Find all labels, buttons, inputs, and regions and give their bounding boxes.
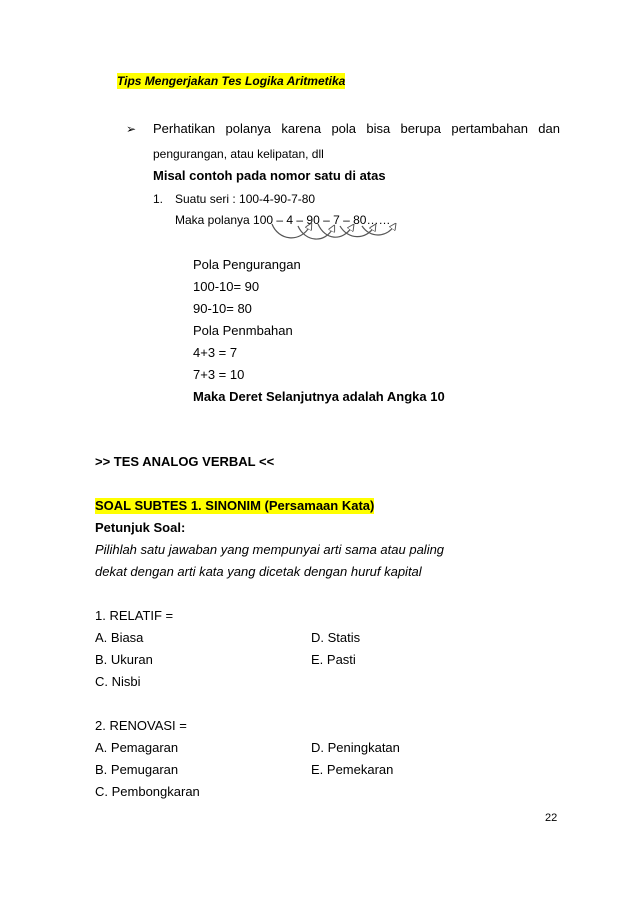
subtest-title: SOAL SUBTES 1. SINONIM (Persamaan Kata): [95, 498, 375, 513]
example-heading: Misal contoh pada nomor satu di atas: [153, 168, 386, 183]
question-option: B. Pemugaran: [95, 762, 179, 777]
bullet-line-2: pengurangan, atau kelipatan, dll: [153, 147, 324, 161]
pattern-text-line: 4+3 = 7: [193, 345, 238, 360]
pattern-text-line: 7+3 = 10: [193, 367, 245, 382]
pattern-text-line: 100-10= 90: [193, 279, 260, 294]
bullet-word: karena: [281, 121, 322, 136]
question-option: A. Biasa: [95, 630, 144, 645]
section-title: >> TES ANALOG VERBAL <<: [95, 454, 275, 469]
pattern-text-line: 90-10= 80: [193, 301, 252, 316]
bullet-word: pola: [331, 121, 357, 136]
instruction-line-1: Pilihlah satu jawaban yang mempunyai arti sama atau paling: [95, 542, 445, 557]
bullet-word: Perhatikan: [153, 121, 216, 136]
question-stem: 2. RENOVASI =: [95, 718, 187, 733]
pattern-line: Maka polanya 100 – 4 – 90 – 7 – 80……: [175, 213, 391, 227]
question-option: C. Pembongkaran: [95, 784, 200, 799]
item-text: Suatu seri : 100-4-90-7-80: [175, 192, 316, 206]
bullet-word: pertambahan: [451, 121, 528, 136]
question-option: D. Peningkatan: [311, 740, 400, 755]
item-number: 1.: [153, 192, 164, 206]
bullet-word: bisa: [366, 121, 391, 136]
question-option: E. Pemekaran: [311, 762, 394, 777]
bullet-word: dan: [538, 121, 560, 136]
bullet-word: polanya: [225, 121, 272, 136]
arrow-bullet-icon: ➢: [126, 122, 137, 136]
question-option: C. Nisbi: [95, 674, 141, 689]
question-stem: 1. RELATIF =: [95, 608, 174, 623]
question-option: D. Statis: [311, 630, 361, 645]
page-number: 22: [545, 812, 558, 824]
question-option: E. Pasti: [311, 652, 356, 667]
instruction-label: Petunjuk Soal:: [95, 520, 186, 535]
tips-heading: Tips Mengerjakan Tes Logika Aritmetika: [117, 74, 346, 88]
instruction-line-2: dekat dengan arti kata yang dicetak dengan huruf kapital: [95, 564, 422, 579]
question-option: B. Ukuran: [95, 652, 153, 667]
conclusion: Maka Deret Selanjutnya adalah Angka 10: [193, 389, 445, 404]
bullet-word: berupa: [400, 121, 442, 136]
pattern-text-line: Pola Penmbahan: [193, 323, 293, 338]
pattern-text-line: Pola Pengurangan: [193, 257, 301, 272]
question-option: A. Pemagaran: [95, 740, 179, 755]
